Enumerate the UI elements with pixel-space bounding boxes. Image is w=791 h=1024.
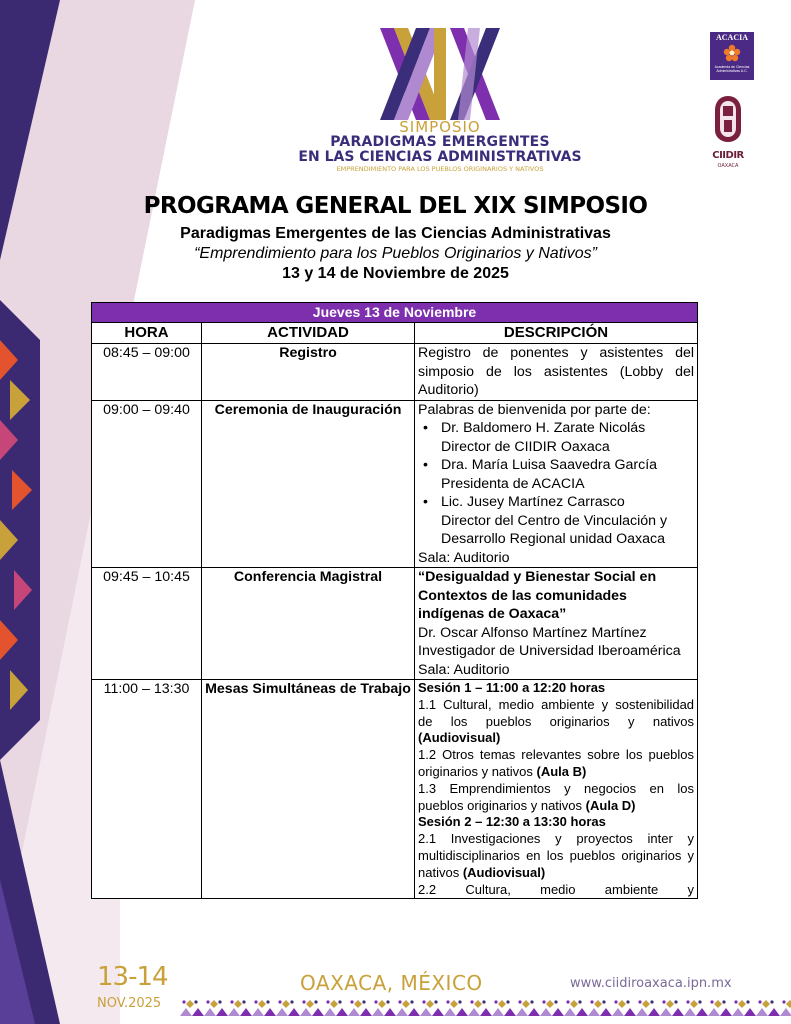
simposio-line3: EMPRENDIMIENTO PARA LOS PUEBLOS ORIGINARIOS Y NATIVOS (336, 165, 544, 173)
simposio-line1: PARADIGMAS EMERGENTES (330, 134, 550, 150)
list-item (418, 697, 694, 747)
list-item (418, 456, 694, 493)
speaker-name: • Dra. María Luisa Saavedra García (441, 457, 658, 473)
col-actividad-header: ACTIVIDAD (202, 323, 415, 344)
speaker-role: Investigador de Universidad Iberoamérica (418, 643, 681, 659)
descripcion-cell (415, 400, 698, 568)
acacia-label: ACACIA (716, 33, 748, 42)
hora-cell: 11:00 – 13:30 (92, 680, 202, 899)
session2-title: Sesión 2 – 12:30 a 13:30 horas (418, 814, 606, 830)
table-row (92, 344, 698, 401)
simposio-word: SIMPOSIO (399, 118, 481, 136)
col-hora-header: HORA (92, 323, 202, 344)
column-header-row (92, 323, 698, 344)
simposio-line2: EN LAS CIENCIAS ADMINISTRATIVAS (298, 149, 582, 165)
actividad-cell: Registro (202, 344, 415, 401)
page-subtitle: Paradigmas Emergentes de las Ciencias Administrativas (180, 225, 611, 242)
footer-month-year: NOV.2025 (97, 996, 162, 1011)
ipn-emblem-icon (712, 94, 744, 144)
actividad-cell: Mesas Simultáneas de Trabajo (202, 680, 415, 899)
speaker-role: Presidenta de ACACIA (441, 475, 585, 492)
room-tag: (Audiovisual) (418, 730, 501, 746)
descripcion-cell (415, 680, 698, 899)
page-title: PROGRAMA GENERAL DEL XIX SIMPOSIO (143, 193, 648, 219)
day-header-row (92, 303, 698, 323)
session1-title: Sesión 1 – 11:00 a 12:20 horas (418, 680, 606, 695)
topic-text: 1.2 Otros temas relevantes sobre los pueblos originarios y nativos (418, 747, 695, 779)
page-motto: “Emprendimiento para los Pueblos Originarios y Nativos” (194, 245, 597, 262)
table-row (92, 680, 698, 899)
descripcion-cell: Registro de ponentes y asistentes del simposio de los asistentes (Lobby del Auditorio) (415, 344, 698, 401)
speaker-name: • Dr. Baldomero H. Zarate Nicolás (441, 420, 646, 436)
hora-cell: 09:45 – 10:45 (92, 568, 202, 680)
room-tag: (Aula B) (536, 763, 587, 779)
xix-logo-icon (380, 28, 500, 120)
list-item (418, 831, 694, 881)
program-table (91, 302, 698, 899)
room-label: Sala: Auditorio (418, 549, 510, 566)
descripcion-cell (415, 568, 698, 680)
speaker-role: Director del Centro de Vinculación y Desarrollo Regional unidad Oaxaca (441, 512, 668, 547)
list-item (418, 419, 694, 456)
topic-text: 2.1 Investigaciones y proyectos inter y multidisciplinarios en los pueblos originarios y nativos (418, 831, 695, 880)
hora-cell: 09:00 – 09:40 (92, 400, 202, 568)
table-row (92, 400, 698, 568)
room-tag: (Aula D) (585, 797, 636, 813)
flower-icon (723, 44, 741, 62)
speaker-name: • Lic. Jusey Martínez Carrasco (441, 494, 625, 510)
topic-text: 1.1 Cultural, medio ambiente y sostenibilidad de los pueblos originarios y nativos (418, 696, 695, 729)
page-date: 13 y 14 de Noviembre de 2025 (282, 265, 509, 282)
table-row (92, 568, 698, 680)
list-item (418, 747, 694, 781)
ciidir-logo: CIIDIR (712, 150, 744, 161)
footer-website: www.ciidiroaxaca.ipn.mx (570, 976, 732, 991)
list-item (418, 781, 694, 815)
list-item (418, 493, 694, 549)
room-label: Sala: Auditorio (418, 661, 510, 678)
topic-text: 1.3 Emprendimientos y negocios en los pueblos originarios y nativos (418, 780, 695, 813)
footer-city: OAXACA, MÉXICO (300, 971, 483, 995)
room-tag: (Audiovisual) (462, 864, 546, 880)
speaker-name: Dr. Oscar Alfonso Martínez Martínez (418, 624, 647, 641)
ciidir-sub: OAXACA (717, 163, 739, 169)
acacia-sub: Academia de Ciencias Administrativas A.C. (714, 65, 750, 73)
talk-title: “Desigualdad y Bienestar Social en Contextos de las comunidades indígenas de Oaxaca” (418, 569, 657, 622)
decorative-dots-icon (180, 998, 791, 1016)
list-item-partial: 2.2 Cultura, medio ambiente y (418, 881, 695, 897)
hora-cell: 08:45 – 09:00 (92, 344, 202, 401)
actividad-cell: Ceremonia de Inauguración (202, 400, 415, 568)
welcome-intro: Palabras de bienvenida por parte de: (418, 401, 651, 418)
footer-date-range: 13-14 (97, 962, 168, 992)
day-header: Jueves 13 de Noviembre (92, 303, 698, 323)
acacia-logo (710, 32, 754, 80)
col-descripcion-header: DESCRIPCIÓN (415, 323, 698, 344)
actividad-cell: Conferencia Magistral (202, 568, 415, 680)
speaker-role: Director de CIIDIR Oaxaca (441, 438, 610, 455)
